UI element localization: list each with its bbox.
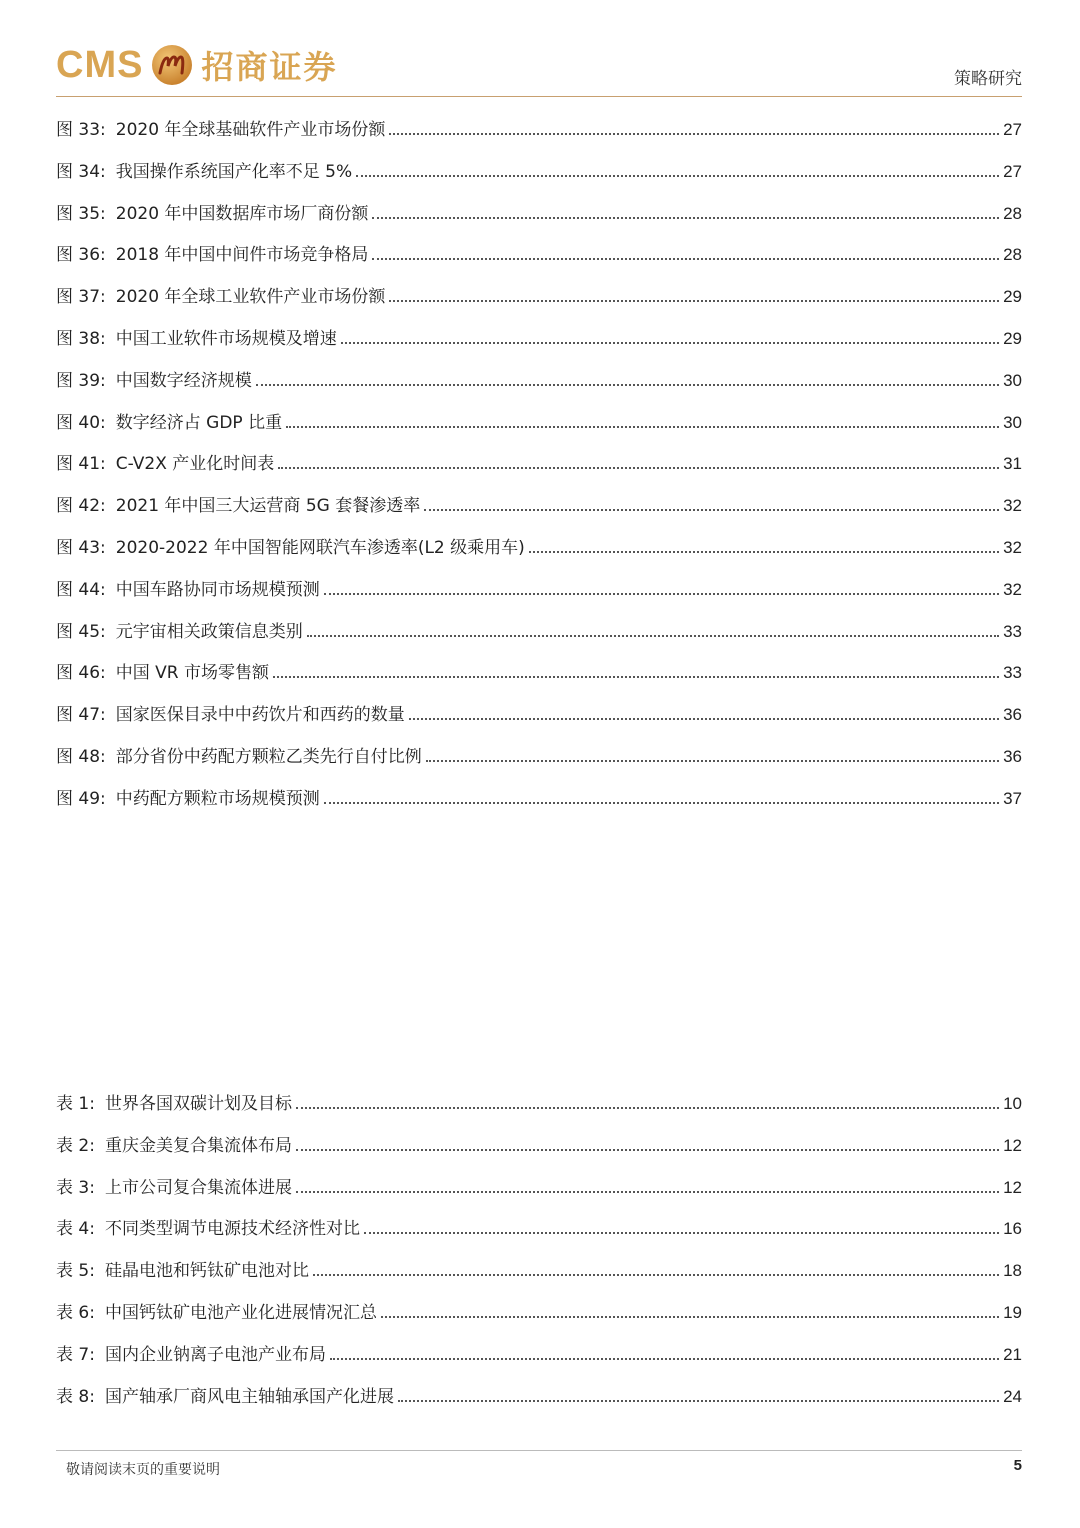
figure-entry[interactable] [56,659,1022,683]
page-number: 5 [1013,1457,1022,1474]
dot-leader [356,174,999,177]
dot-leader [286,425,999,428]
figure-title: 2020 年全球工业软件产业市场份额 [115,287,386,308]
table-entry-label [56,1382,394,1407]
figure-title: 2021 年中国三大运营商 5G 套餐渗透率 [115,496,421,517]
figure-entry-label [56,282,385,307]
dot-leader [324,592,999,595]
table-title: 上市公司复合集流体进展 [104,1177,292,1198]
page-header [56,38,1022,97]
table-entry[interactable] [56,1215,1022,1239]
figure-entry[interactable] [56,450,1022,474]
report-category: 策略研究 [954,69,1022,89]
table-number: 表 3: [56,1177,95,1198]
figure-title: 元宇宙相关政策信息类别 [115,621,303,642]
figure-entry-label [56,658,269,683]
table-entry[interactable] [56,1090,1022,1114]
table-page-number: 12 [1003,1177,1022,1197]
table-title: 重庆金美复合集流体布局 [104,1135,292,1156]
table-entry-label [56,1173,292,1198]
table-number: 表 2: [56,1135,95,1156]
table-title: 国产轴承厂商风电主轴轴承国产化进展 [104,1386,394,1407]
table-number: 表 1: [56,1094,95,1114]
company-logo [56,42,337,88]
figure-entry-label [56,491,420,516]
dot-leader [364,1231,999,1234]
figure-title: 中国工业软件市场规模及增速 [115,329,337,349]
table-number: 表 4: [56,1219,95,1240]
dot-leader [529,550,999,553]
figure-page-number: 32 [1003,496,1022,516]
figure-entry[interactable] [56,241,1022,265]
logo-chinese-text: 招商证券 [201,48,338,86]
figure-page-number: 29 [1003,287,1022,307]
figure-number: 图 44: [56,579,106,600]
figure-page-number: 30 [1003,370,1022,390]
table-number: 表 5: [56,1261,95,1282]
dot-leader [296,1190,999,1193]
dot-leader [398,1399,999,1402]
figure-number: 图 36: [56,245,106,266]
figure-entry-label [56,157,352,182]
figure-entry[interactable] [56,200,1022,224]
table-page-number: 10 [1003,1094,1022,1113]
figure-entry[interactable] [56,325,1022,349]
figure-page-number: 30 [1003,412,1022,432]
dot-leader [256,383,999,386]
figure-number: 图 45: [56,621,106,642]
figure-entry[interactable] [56,116,1022,140]
figure-entry[interactable] [56,576,1022,600]
dot-leader [341,341,999,344]
figure-number: 图 46: [56,663,106,684]
table-entry[interactable] [56,1132,1022,1156]
logo-english-text: CMS [56,43,144,86]
dot-leader [307,634,999,637]
table-entry-label [56,1340,326,1365]
figure-entry-label [56,240,368,265]
table-title: 不同类型调节电源技术经济性对比 [104,1219,360,1240]
figure-entry[interactable] [56,534,1022,558]
dot-leader [426,759,999,762]
figure-page-number: 29 [1003,329,1022,348]
figure-entry-label [56,449,274,474]
table-page-number: 24 [1003,1386,1022,1406]
figure-entry-label [56,575,320,600]
figure-title: 中国车路协同市场规模预测 [115,579,320,600]
dot-leader [381,1315,999,1318]
figure-title: 2020 年中国数据库市场厂商份额 [115,203,369,224]
figure-entry-label [56,115,385,140]
figure-number: 图 48: [56,747,106,767]
dot-leader [389,299,999,302]
figure-entry[interactable] [56,283,1022,307]
figure-entry[interactable] [56,785,1022,809]
table-title: 硅晶电池和钙钛矿电池对比 [104,1261,309,1282]
dot-leader [296,1148,999,1151]
figure-title: 国家医保目录中中药饮片和西药的数量 [115,705,405,726]
figure-title: 中药配方颗粒市场规模预测 [115,788,320,809]
figure-number: 图 38: [56,329,106,349]
dot-leader [409,717,999,720]
table-title: 国内企业钠离子电池产业布局 [104,1344,326,1365]
figure-title: 2018 年中国中间件市场竞争格局 [115,245,369,266]
table-page-number: 19 [1003,1303,1022,1322]
dot-leader [424,508,999,511]
page-footer [56,1450,1022,1478]
disclaimer-note: 敬请阅读末页的重要说明 [66,1462,220,1478]
dot-leader [372,216,999,219]
figure-entry-label [56,784,320,809]
table-entry-label [56,1298,377,1323]
dot-leader [313,1273,999,1276]
figure-page-number: 32 [1003,579,1022,599]
figure-number: 图 43: [56,538,106,558]
table-entry[interactable] [56,1174,1022,1198]
figure-entry[interactable] [56,158,1022,182]
table-entry-label [56,1089,292,1114]
figure-page-number: 28 [1003,245,1022,265]
figure-page-number: 27 [1003,161,1022,181]
table-title: 世界各国双碳计划及目标 [104,1094,292,1114]
figure-number: 图 35: [56,203,106,224]
figure-entry-label [56,199,368,224]
figure-number: 图 47: [56,705,106,726]
table-title: 中国钙钛矿电池产业化进展情况汇总 [104,1303,377,1323]
table-entry[interactable] [56,1299,1022,1323]
figure-entry-label [56,742,422,767]
figure-number: 图 39: [56,370,106,391]
figure-title: 中国数字经济规模 [115,370,252,391]
dot-leader [324,801,999,804]
table-page-number: 18 [1003,1261,1022,1281]
table-entry[interactable] [56,1257,1022,1281]
table-entry-label [56,1131,292,1156]
table-number: 表 7: [56,1344,95,1365]
figure-page-number: 33 [1003,621,1022,641]
table-number: 表 8: [56,1386,95,1407]
figure-number: 图 37: [56,287,106,308]
figure-entry-label [56,617,303,642]
dot-leader [389,132,999,135]
figure-entry[interactable] [56,409,1022,433]
figure-entry[interactable] [56,492,1022,516]
figure-entry[interactable] [56,701,1022,725]
figure-entry[interactable] [56,743,1022,767]
table-page-number: 16 [1003,1219,1022,1239]
table-entry-label [56,1214,360,1239]
figure-page-number: 27 [1003,120,1022,139]
figure-number: 图 40: [56,412,106,433]
figure-page-number: 36 [1003,747,1022,766]
table-entry-label [56,1256,309,1281]
table-number: 表 6: [56,1303,95,1323]
figure-title: 我国操作系统国产化率不足 5% [115,161,353,182]
dot-leader [278,466,999,469]
figure-page-number: 37 [1003,788,1022,808]
table-entry[interactable] [56,1341,1022,1365]
figure-page-number: 31 [1003,454,1022,474]
figure-entry-label [56,366,252,391]
table-page-number: 12 [1003,1135,1022,1155]
figure-entry-label [56,408,282,433]
dot-leader [273,675,999,678]
figure-entry-label [56,700,405,725]
figure-title: 2020 年全球基础软件产业市场份额 [115,120,386,140]
figure-page-number: 33 [1003,663,1022,683]
table-page-number: 21 [1003,1344,1022,1364]
figure-title: 2020-2022 年中国智能网联汽车渗透率(L2 级乘用车) [115,538,525,558]
figure-number: 图 41: [56,454,106,475]
figure-number: 图 34: [56,161,106,182]
dot-leader [330,1357,999,1360]
figure-number: 图 42: [56,496,106,517]
figure-number: 图 49: [56,788,106,809]
table-entry[interactable] [56,1383,1022,1407]
figure-page-number: 32 [1003,538,1022,557]
figure-entry[interactable] [56,618,1022,642]
figure-title: 中国 VR 市场零售额 [115,663,270,684]
figure-title: 部分省份中药配方颗粒乙类先行自付比例 [115,747,422,767]
figure-entry[interactable] [56,367,1022,391]
figure-title: C-V2X 产业化时间表 [115,454,275,475]
logo-emblem-icon [151,44,193,86]
dot-leader [372,257,999,260]
figure-number: 图 33: [56,120,106,140]
figure-page-number: 28 [1003,203,1022,223]
figure-entry-label [56,533,525,558]
figure-entry-label [56,324,337,349]
figure-title: 数字经济占 GDP 比重 [115,412,283,433]
dot-leader [296,1106,999,1109]
figure-page-number: 36 [1003,705,1022,725]
